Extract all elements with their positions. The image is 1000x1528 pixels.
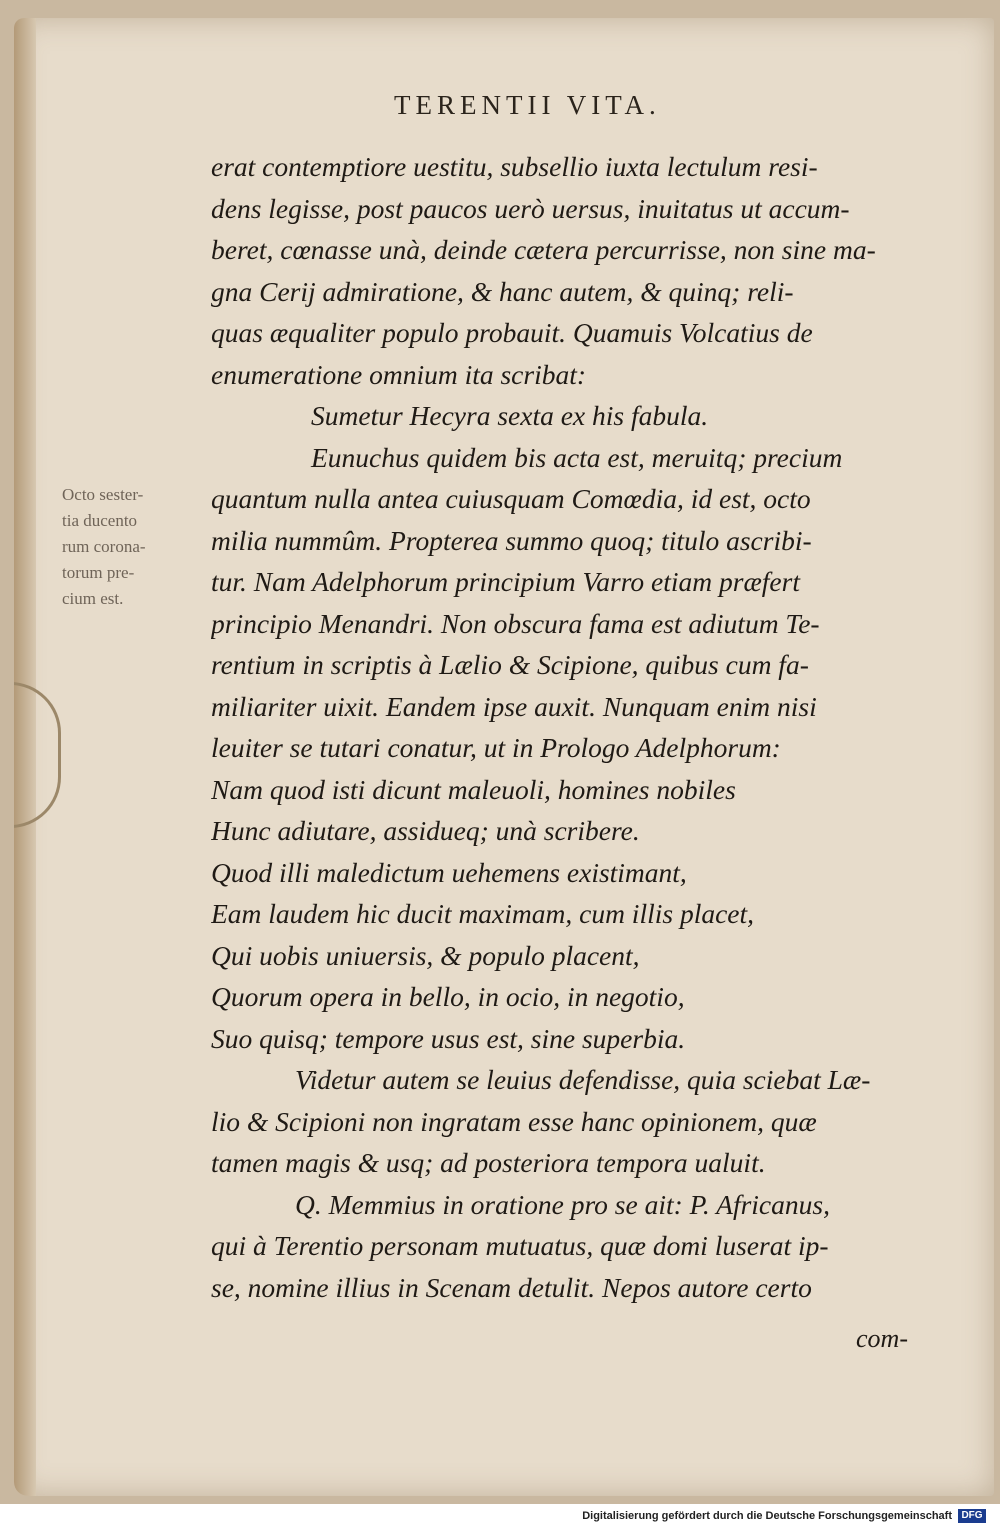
paragraph-first-line: Eunuchus quidem bis acta est, meruitq; precium [311, 441, 843, 473]
text-line: tamen magis & usq; ad posteriora tempora ualuit. [211, 1147, 766, 1178]
running-head: TERENTII VITA. [394, 90, 661, 120]
text-line: beret, cœnasse unà, deinde cætera percurrisse, non sine ma- [211, 234, 876, 265]
paragraph-first-line: Q. Memmius in oratione pro se ait: P. Africanus, [295, 1188, 830, 1220]
dfg-logo-icon: DFG [958, 1509, 986, 1523]
text-line: qui à Terentio personam mutuatus, quæ domi luserat ip- [211, 1230, 829, 1261]
text-line: leuiter se tutari conatur, ut in Prologo Adelphorum: [211, 732, 781, 763]
footer-bar [0, 1504, 1000, 1528]
text-line: milia nummûm. Propterea summo quoq; titulo ascribi- [211, 524, 812, 556]
text-line: erat contemptiore uestitu, subsellio iuxta lectulum resi- [211, 151, 818, 182]
marginal-note-line: torum pre- [62, 563, 135, 582]
marginal-note-line: Octo sester- [62, 485, 144, 504]
verse-quote-line: Sumetur Hecyra sexta ex his fabula. [311, 400, 709, 431]
text-line: rentium in scriptis à Lælio & Scipione, quibus cum fa- [211, 649, 809, 680]
text-line: lio & Scipioni non ingratam esse hanc opinionem, quæ [211, 1105, 817, 1137]
text-line: dens legisse, post paucos uerò uersus, inuitatus ut accum- [211, 192, 850, 224]
marginal-note-line: rum corona- [62, 537, 146, 556]
verse-line: Qui uobis uniuersis, & populo placent, [211, 939, 640, 971]
text-line: quas æqualiter populo probauit. Quamuis Volcatius de [211, 317, 813, 348]
clasp-ribbon [14, 682, 61, 828]
main-text-block [211, 146, 936, 1308]
marginal-note [62, 482, 202, 612]
marginal-note-line: cium est. [62, 589, 124, 608]
verse-line: Nam quod isti dicunt maleuoli, homines nobiles [211, 773, 736, 805]
text-line: gna Cerij admiratione, & hanc autem, & quinq; reli- [211, 275, 794, 307]
text-line: miliariter uixit. Eandem ipse auxit. Nunquam enim nisi [211, 690, 817, 722]
paragraph-first-line: Videtur autem se leuius defendisse, quia sciebat Læ- [295, 1064, 871, 1095]
text-line: principio Menandri. Non obscura fama est adiutum Te- [211, 607, 820, 639]
catchword: com- [856, 1324, 908, 1353]
funding-credit: Digitalisierung gefördert durch die Deutsche Forschungsgemeinschaft [582, 1510, 952, 1522]
verse-line: Suo quisq; tempore usus est, sine superbia. [211, 1022, 686, 1054]
verse-line: Quod illi maledictum uehemens existimant, [211, 856, 687, 888]
text-line: se, nomine illius in Scenam detulit. Nepos autore certo [211, 1271, 812, 1303]
text-line: quantum nulla antea cuiusquam Comœdia, id est, octo [211, 483, 811, 514]
verse-line: Hunc adiutare, assidueq; unà scribere. [211, 815, 640, 846]
text-line: enumeratione omnium ita scribat: [211, 358, 587, 390]
verse-line: Eam laudem hic ducit maximam, cum illis placet, [211, 898, 755, 929]
marginal-note-line: tia ducento [62, 511, 138, 530]
text-line: tur. Nam Adelphorum principium Varro etiam præfert [211, 566, 800, 597]
verse-line: Quorum opera in bello, in ocio, in negotio, [211, 981, 685, 1012]
book-page [14, 18, 994, 1496]
